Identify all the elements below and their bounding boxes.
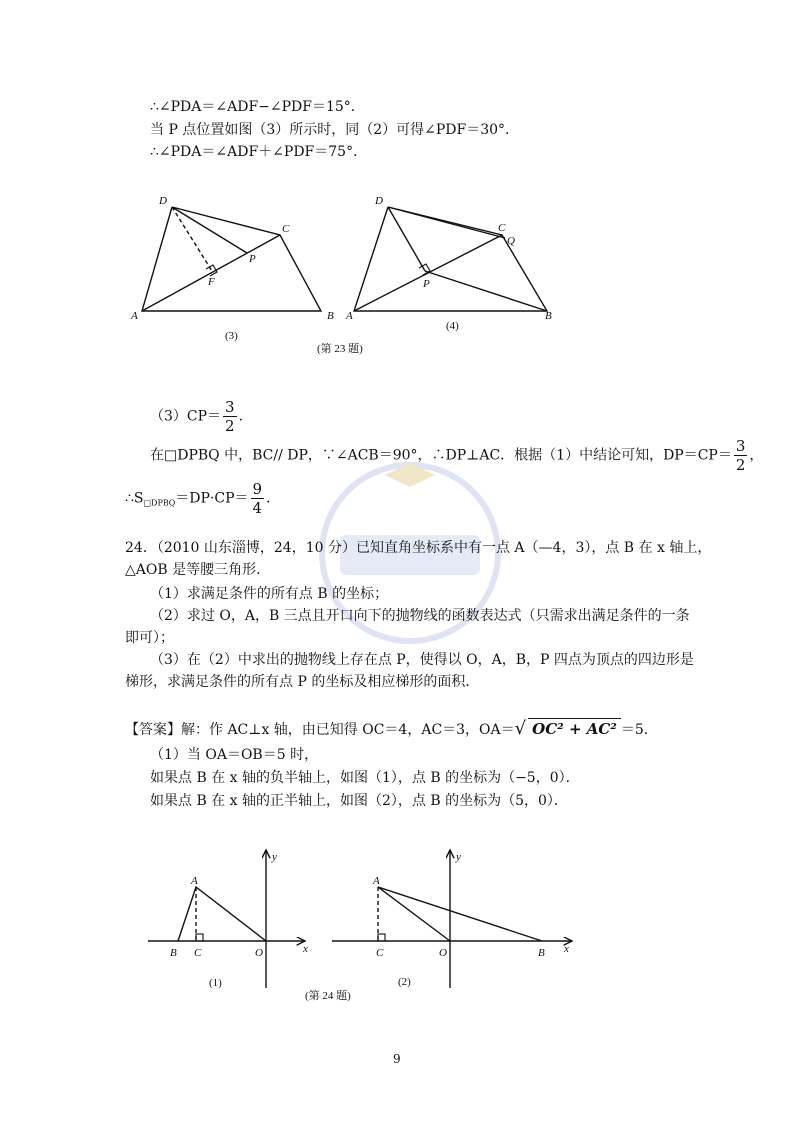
fig1-label-c: C (194, 947, 202, 959)
question-24-part-1: （1）求满足条件的所有点 B 的坐标； (150, 586, 389, 602)
fig2-label-c: C (376, 947, 384, 959)
fig2-label-b: B (538, 947, 545, 959)
fig1-triangle (178, 887, 266, 941)
fig4-segment-dp (388, 207, 425, 271)
fig4-caption: (4) (446, 320, 459, 332)
fig1-right-angle-mark (196, 934, 203, 941)
fig3-caption: (3) (225, 330, 238, 342)
question-24-line-1: 24．（2010 山东淄博，24，10 分）已知直角坐标系中有一点 A（—4，3），点 B 在 x 轴上， (125, 540, 712, 556)
fraction-nine-quarters (251, 480, 265, 517)
page-number: 9 (393, 1052, 401, 1066)
fig2-label-o: O (439, 947, 447, 959)
fig2-segment-ab (378, 887, 542, 941)
answer-result: ＝5． (620, 722, 658, 738)
fig3-segment-df (172, 207, 212, 271)
fig3-label-b: B (327, 310, 334, 322)
fig1-label-x: x (303, 943, 308, 955)
area-subscript: □DPBQ (143, 498, 176, 508)
fraction-denominator: 2 (225, 417, 235, 435)
text-line-6 (125, 480, 280, 517)
fig2-label-a: A (373, 875, 380, 887)
cp-label: （3）CP＝ (150, 408, 222, 425)
question-24-part-2-cont: 即可）； (125, 630, 174, 646)
comma: ， (749, 447, 764, 464)
fig3-label-c: C (282, 223, 290, 235)
fig1-label-y: y (272, 851, 277, 863)
fig4-label-p: P (423, 278, 430, 290)
period: ． (238, 408, 253, 425)
question-24-line-2: △AOB 是等腰三角形． (125, 562, 271, 578)
answer-intro: 【答案】解：作 AC⊥x 轴，由已知得 OC＝4，AC＝3，OA＝ (125, 722, 515, 738)
question-24-part-3-cont: 梯形，求满足条件的所有点 P 的坐标及相应梯形的面积． (125, 674, 480, 690)
figure-24-title: (第 24 题) (305, 990, 351, 1002)
area-expression: ＝DP·CP＝ (175, 490, 249, 507)
fig4-segment-pb (425, 271, 547, 311)
fig2-segment-ao (378, 887, 450, 941)
fig4-label-a: A (346, 310, 353, 322)
fig2-caption: (2) (398, 976, 411, 988)
radical-sign: √ (514, 718, 527, 739)
fig4-diagonal-ac (354, 235, 502, 311)
fraction-numerator: 3 (735, 437, 746, 455)
fig3-label-f: F (208, 276, 215, 288)
text-line-1: ∴∠PDA＝∠ADF−∠PDF＝15°． (150, 99, 365, 115)
area-symbol: ∴S (125, 490, 144, 507)
fig4-label-d: D (375, 195, 383, 207)
answer-case-2: 如果点 B 在 x 轴的正半轴上，如图（2），点 B 的坐标为（5，0）． (150, 793, 568, 809)
fig3-label-p: P (249, 253, 256, 265)
answer-case-1: 如果点 B 在 x 轴的负半轴上，如图（1），点 B 的坐标为（−5，0）． (150, 770, 580, 786)
fig4-label-b: B (545, 310, 552, 322)
fraction-numerator: 9 (252, 480, 263, 498)
fig4-segment-dq (388, 207, 505, 238)
answer-part-1: （1）当 OA＝OB＝5 时， (150, 747, 319, 763)
fraction-three-halves (223, 398, 237, 435)
figure-24 (140, 840, 590, 1005)
text-line-3: ∴∠PDA＝∠ADF＋∠PDF＝75°． (150, 144, 368, 160)
line5-text: 在□DPBQ 中，BC// DP，∵∠ACB＝90°，∴DP⊥AC．根据（1）中结论可知，DP＝CP＝ (150, 447, 732, 464)
fig1-label-b: B (170, 947, 177, 959)
question-24-part-3: （3）在（2）中求出的抛物线上存在点 P，使得以 O，A，B，P 四点为顶点的四边形是 (150, 652, 694, 668)
question-24-part-2: （2）求过 O，A，B 三点且开口向下的抛物线的函数表达式（只需求出满足条件的一条 (150, 608, 690, 624)
answer-line (125, 718, 658, 740)
fraction-three-halves-2 (734, 437, 748, 474)
fig1-label-a: A (191, 875, 198, 887)
period: ． (266, 490, 281, 507)
fig3-quadrilateral (142, 207, 321, 311)
text-line-5 (150, 437, 763, 474)
fraction-denominator: 2 (735, 456, 746, 474)
fig2-label-y: y (456, 851, 461, 863)
fig3-diagonal-ac (142, 235, 280, 311)
fig1-caption: (1) (209, 977, 222, 989)
figure-23-title: (第 23 题) (317, 343, 363, 355)
radical-content: OC² + AC² (528, 718, 621, 739)
fig2-right-angle-mark (378, 934, 385, 941)
fig2-label-x: x (564, 943, 569, 955)
fig4-label-c: C (498, 222, 506, 234)
figure-23 (125, 190, 575, 360)
fig3-label-a: A (131, 310, 138, 322)
fraction-denominator: 4 (252, 499, 263, 517)
fig1-label-o: O (255, 947, 263, 959)
fig3-label-d: D (159, 195, 167, 207)
fig3-segment-dp (172, 207, 247, 253)
text-line-4 (150, 398, 253, 435)
text-line-2: 当 P 点位置如图（3）所示时，同（2）可得∠PDF＝30°． (150, 122, 520, 138)
fraction-numerator: 3 (225, 398, 235, 416)
fig4-label-q: Q (507, 235, 515, 247)
